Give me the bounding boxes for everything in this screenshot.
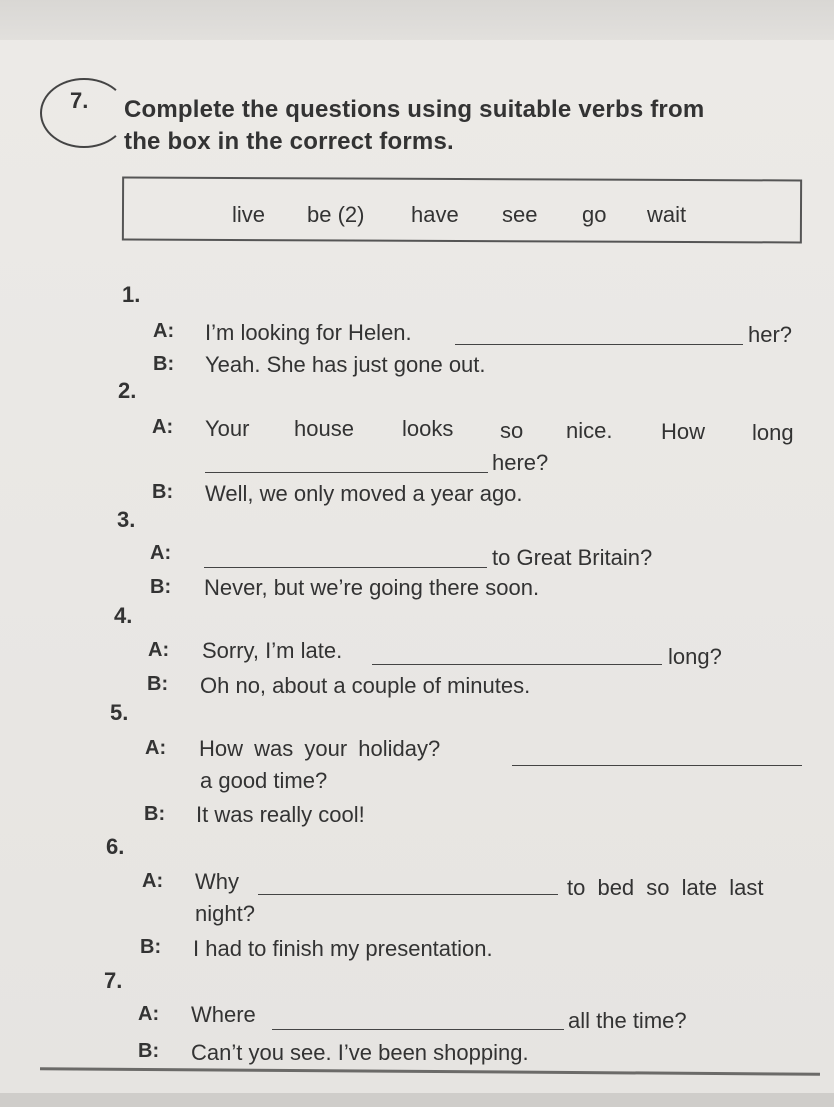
item-6-speaker-a: A: <box>142 870 164 892</box>
item-2-answer-blank[interactable] <box>205 472 488 473</box>
item-4-speaker-a: A: <box>148 639 170 661</box>
verb-have: have <box>411 202 459 227</box>
item-5-a-after: a good time? <box>200 768 328 793</box>
item-2-a-word: so <box>500 418 524 443</box>
item-7-speaker-b: B: <box>138 1040 160 1062</box>
item-4-a-after: long? <box>668 644 722 669</box>
item-5-speaker-b: B: <box>144 803 166 825</box>
verb-be: be (2) <box>307 202 365 227</box>
exercise-number: 7. <box>70 88 89 113</box>
item-1-b-text: Yeah. She has just gone out. <box>205 352 486 377</box>
item-4-a-text: Sorry, I’m late. <box>202 638 343 663</box>
item-3-a-after: to Great Britain? <box>492 545 653 570</box>
item-7-answer-blank[interactable] <box>272 1029 564 1030</box>
item-6-answer-blank[interactable] <box>258 894 558 895</box>
item-7-number: 7. <box>104 968 123 993</box>
item-3-speaker-a: A: <box>150 542 172 564</box>
item-6-speaker-b: B: <box>140 936 162 958</box>
item-7-b-text: Can’t you see. I’ve been shopping. <box>191 1040 529 1065</box>
item-4-b-text: Oh no, about a couple of minutes. <box>200 673 531 698</box>
item-2-a-word: house <box>294 416 354 441</box>
item-2-a-word: Your <box>205 416 250 441</box>
exercise-instruction <box>124 94 814 158</box>
item-2-speaker-b: B: <box>152 481 174 503</box>
item-1-speaker-a: A: <box>153 320 175 342</box>
item-3-speaker-b: B: <box>150 576 172 598</box>
item-5-b-text: It was really cool! <box>196 802 365 827</box>
verb-wait: wait <box>647 202 687 227</box>
item-6-a-after: to bed so late last <box>567 875 764 900</box>
item-4-answer-blank[interactable] <box>372 664 662 665</box>
instruction-line-1: Complete the questions using suitable verbs from <box>124 96 705 123</box>
item-2-number: 2. <box>118 378 137 403</box>
item-6-number: 6. <box>106 834 125 859</box>
verb-box <box>122 177 802 244</box>
item-1-answer-blank[interactable] <box>455 344 743 345</box>
item-1-speaker-b: B: <box>153 353 175 375</box>
item-2-a-word: How <box>661 419 706 444</box>
item-3-b-text: Never, but we’re going there soon. <box>204 575 540 600</box>
item-2-a-word: long <box>752 420 794 445</box>
verb-live: live <box>232 202 266 227</box>
item-3-answer-blank[interactable] <box>204 567 487 568</box>
item-2-a-after: here? <box>492 450 549 475</box>
item-3-number: 3. <box>117 507 136 532</box>
item-7-speaker-a: A: <box>138 1003 160 1025</box>
item-6-b-text: I had to finish my presentation. <box>193 936 493 961</box>
item-6-a-line2: night? <box>195 901 255 926</box>
item-5-a-text: How was your holiday? <box>199 736 441 761</box>
item-1-a-after: her? <box>748 322 793 347</box>
item-7-a-text: Where <box>191 1002 256 1027</box>
instruction-line-2: the box in the correct forms. <box>124 128 454 155</box>
item-2-speaker-a: A: <box>152 416 174 438</box>
item-1-number: 1. <box>122 282 141 307</box>
item-1-a-text: I’m looking for Helen. <box>205 320 412 345</box>
verb-go: go <box>582 202 607 227</box>
item-4-speaker-b: B: <box>147 673 169 695</box>
item-5-speaker-a: A: <box>145 737 167 759</box>
item-4-number: 4. <box>114 603 133 628</box>
item-2-a-word: nice. <box>566 418 613 443</box>
item-6-a-text: Why <box>195 869 239 894</box>
item-2-b-text: Well, we only moved a year ago. <box>205 481 523 506</box>
item-5-answer-blank[interactable] <box>512 765 802 766</box>
item-7-a-after: all the time? <box>568 1008 687 1033</box>
item-2-a-word: looks <box>402 416 454 441</box>
page-edge <box>0 1093 834 1107</box>
item-5-number: 5. <box>110 700 129 725</box>
verb-see: see <box>502 202 538 227</box>
